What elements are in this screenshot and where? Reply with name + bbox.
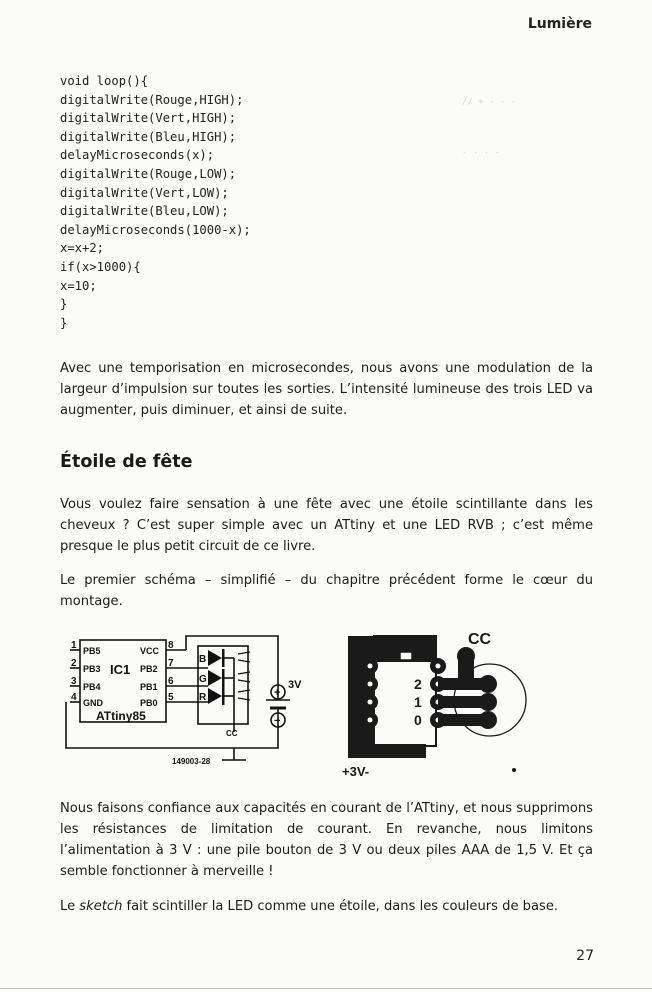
page-number: 27 [576, 948, 594, 964]
code-line: void loop(){ [60, 74, 149, 88]
code-line: digitalWrite(Rouge,HIGH); [60, 92, 244, 107]
pin-label: PB0 [140, 698, 158, 708]
pin-label: PB3 [83, 664, 101, 674]
code-line: x=x+2; [60, 241, 105, 256]
bleed-through-text: // + - - - - - - - [462, 97, 517, 158]
battery-voltage: 3V [288, 679, 302, 691]
pin-number: 2 [71, 658, 77, 669]
pin-label: GND [83, 698, 103, 708]
pin-number: 1 [71, 640, 77, 651]
code-line: digitalWrite(Bleu,LOW); [60, 204, 229, 219]
led-common-label: CC [226, 729, 238, 738]
pad-label: 0 [414, 712, 422, 728]
code-line: } [60, 297, 68, 312]
pin-label: PB4 [83, 682, 101, 692]
code-line: if(x>1000){ [60, 259, 141, 274]
pin-number: 6 [168, 676, 174, 687]
led-label-green: G [199, 674, 207, 685]
code-line: delayMicroseconds(1000-x); [60, 222, 251, 237]
page-edge [0, 988, 652, 989]
pin-number: 3 [71, 676, 77, 687]
section-title: Étoile de fête [60, 452, 193, 472]
schematic-diagram [58, 628, 338, 778]
sketch-text-suffix: fait scintiller la LED comme une étoile, dans les couleurs de base. [122, 899, 559, 914]
ic-part-name: ATtiny85 [96, 709, 146, 723]
code-line: digitalWrite(Vert,LOW); [60, 185, 229, 200]
board-layout-diagram [340, 626, 532, 778]
pad-label: 2 [414, 676, 422, 692]
pin-label: PB2 [140, 664, 158, 674]
pin-number: 7 [168, 658, 174, 669]
pin-number: 4 [71, 692, 77, 703]
board-cc-label: CC [468, 631, 492, 648]
paragraph-sketch [60, 896, 593, 917]
paragraph-pwm: Avec une temporisation en microsecondes, nous avons une modulation de la largeur d’impulsion sur toutes les sorties. L’intensité lumineuse des trois LED va augmenter, puis diminuer, et ainsi de suite. [60, 361, 593, 418]
battery-plus-sign: + [274, 687, 281, 699]
battery-minus-sign: − [274, 715, 281, 727]
pin-label: PB1 [140, 682, 158, 692]
figure-code: 149003-28 [172, 757, 211, 766]
sketch-text-prefix: Le [60, 899, 80, 914]
code-line: digitalWrite(Vert,HIGH); [60, 111, 237, 126]
led-label-red: R [199, 692, 207, 703]
pin-number: 5 [168, 692, 174, 703]
running-header: Lumière [527, 16, 592, 32]
paragraph-intro: Vous voulez faire sensation à une fête avec une étoile scintillante dans les cheveux ? C’est super simple avec un ATtiny et une LED RVB ; c’est même presque le plus petit circuit de ce livre. [60, 497, 593, 554]
pin-number: 8 [168, 640, 174, 651]
code-line: digitalWrite(Bleu,HIGH); [60, 129, 237, 144]
pin-label: PB5 [83, 646, 101, 656]
ic-designator: IC1 [110, 662, 131, 677]
sketch-emphasis: sketch [79, 899, 123, 914]
code-listing [60, 72, 251, 332]
pad-label: 1 [414, 694, 422, 710]
pin-label: VCC [140, 646, 160, 656]
board-supply-label: +3V- [342, 764, 370, 778]
code-line: digitalWrite(Rouge,LOW); [60, 166, 237, 181]
code-line: x=10; [60, 278, 97, 293]
code-line: } [60, 315, 68, 330]
code-line: delayMicroseconds(x); [60, 148, 215, 163]
paragraph-schema: Le premier schéma – simplifié – du chapitre précédent forme le cœur du montage. [60, 573, 593, 609]
paragraph-current: Nous faisons confiance aux capacités en courant de l’ATtiny, et nous supprimons les résistances de limitation de courant. En revanche, nous limitons l’alimentation à 3 V : une pile bouton de 3 V ou deux piles AAA de 1,5 V. Et ça semble fonctionner à merveille ! [60, 801, 593, 879]
led-label-blue: B [199, 654, 207, 665]
